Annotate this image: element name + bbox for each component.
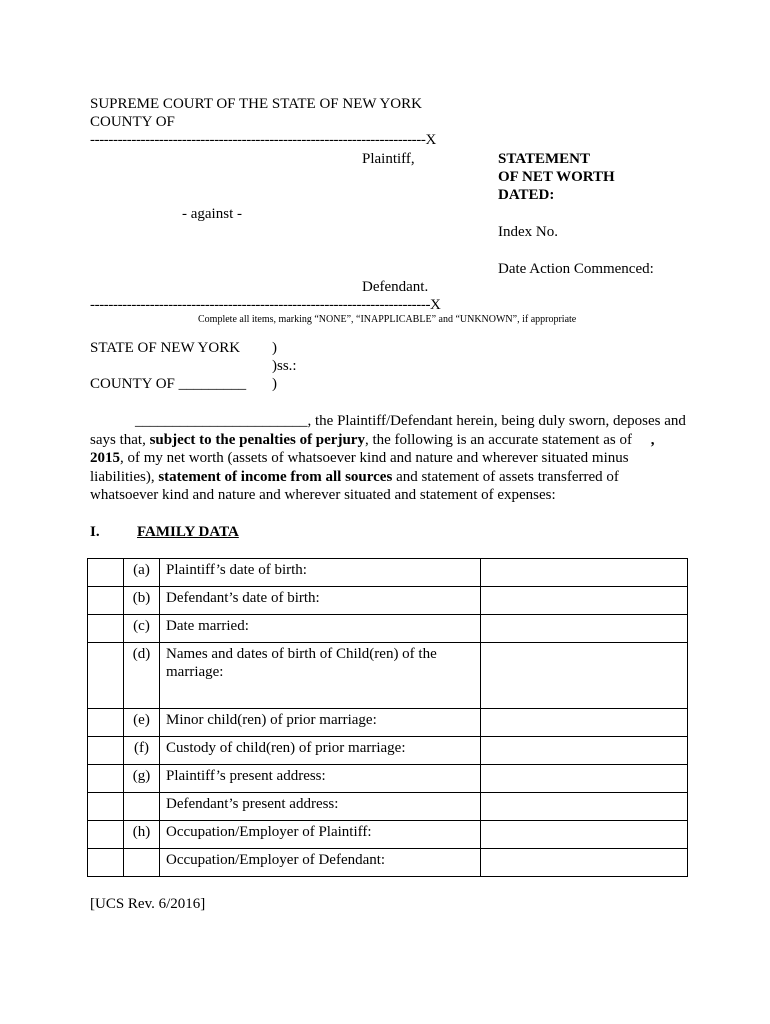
- venue-paren-2: ): [272, 376, 277, 392]
- doc-title-line2: OF NET WORTH: [498, 169, 615, 185]
- table-row: [88, 709, 688, 737]
- table-row: [88, 765, 688, 793]
- table-row: [88, 821, 688, 849]
- row-item-text: Defendant’s date of birth:: [160, 587, 481, 615]
- caption-separator-bottom: --------------------------------------------------------------------------X: [90, 297, 441, 313]
- row-answer-field[interactable]: [481, 821, 688, 849]
- row-margin-cell: [88, 821, 124, 849]
- row-item-text: Occupation/Employer of Defendant:: [160, 849, 481, 877]
- row-answer-field[interactable]: [481, 709, 688, 737]
- doc-title-line1: STATEMENT: [498, 151, 590, 167]
- against-label: - against -: [182, 206, 242, 222]
- doc-title-dated: DATED:: [498, 187, 555, 203]
- row-item-label: [124, 849, 160, 877]
- row-margin-cell: [88, 765, 124, 793]
- row-margin-cell: [88, 709, 124, 737]
- deponent-blank: _______________________: [135, 413, 308, 429]
- row-item-label: (c): [124, 615, 160, 643]
- row-item-text: Names and dates of birth of Child(ren) of the marriage:: [160, 643, 481, 709]
- table-row: [88, 559, 688, 587]
- row-item-text: Minor child(ren) of prior marriage:: [160, 709, 481, 737]
- row-answer-field[interactable]: [481, 849, 688, 877]
- instruction-note: Complete all items, marking “NONE”, “INAPPLICABLE” and “UNKNOWN”, if appropriate: [198, 314, 577, 325]
- table-row: [88, 587, 688, 615]
- county-line: COUNTY OF: [90, 114, 175, 130]
- row-answer-field[interactable]: [481, 615, 688, 643]
- row-margin-cell: [88, 559, 124, 587]
- row-margin-cell: [88, 793, 124, 821]
- row-item-label: (b): [124, 587, 160, 615]
- table-row: [88, 793, 688, 821]
- row-item-label: (g): [124, 765, 160, 793]
- row-item-text: Plaintiff’s present address:: [160, 765, 481, 793]
- table-row: [88, 737, 688, 765]
- affidavit-paragraph: _______________________, the Plaintiff/Defendant herein, being duly sworn, deposes and says that, subject to the penalties of perjury, the following is an accurate statement as of , 2015, of my net worth (assets of whatsoever kind and nature and wherever situated minus liabilities), statement of income from all sources and statement of assets transferred of whatsoever kind and nature and wherever situated and statement of expenses:: [90, 413, 686, 503]
- row-margin-cell: [88, 615, 124, 643]
- row-item-label: (e): [124, 709, 160, 737]
- form-revision: [UCS Rev. 6/2016]: [90, 896, 206, 912]
- court-name: SUPREME COURT OF THE STATE OF NEW YORK: [90, 96, 422, 112]
- row-answer-field[interactable]: [481, 587, 688, 615]
- row-item-label: (a): [124, 559, 160, 587]
- row-item-label: (d): [124, 643, 160, 709]
- section-title: FAMILY DATA: [137, 524, 239, 540]
- row-item-label: (f): [124, 737, 160, 765]
- family-data-table: [87, 558, 688, 877]
- row-margin-cell: [88, 643, 124, 709]
- row-item-text: Custody of child(ren) of prior marriage:: [160, 737, 481, 765]
- row-item-text: Defendant’s present address:: [160, 793, 481, 821]
- row-item-text: Occupation/Employer of Plaintiff:: [160, 821, 481, 849]
- row-answer-field[interactable]: [481, 765, 688, 793]
- caption-separator-top: -------------------------------------------------------------------------X: [90, 132, 436, 148]
- table-row: [88, 643, 688, 709]
- venue-ss: )ss.:: [272, 358, 297, 374]
- section-number: I.: [90, 524, 100, 540]
- venue-state: STATE OF NEW YORK: [90, 340, 241, 356]
- row-margin-cell: [88, 849, 124, 877]
- row-margin-cell: [88, 587, 124, 615]
- plaintiff-label: Plaintiff,: [362, 151, 415, 167]
- defendant-label: Defendant.: [362, 279, 429, 295]
- date-commenced-label: Date Action Commenced:: [498, 261, 654, 277]
- row-item-text: Date married:: [160, 615, 481, 643]
- statement-year: , 2015: [90, 431, 655, 466]
- row-answer-field[interactable]: [481, 559, 688, 587]
- table-row: [88, 615, 688, 643]
- perjury-clause: subject to the penalties of perjury: [149, 431, 365, 448]
- row-answer-field[interactable]: [481, 737, 688, 765]
- index-no-label: Index No.: [498, 224, 558, 240]
- row-answer-field[interactable]: [481, 643, 688, 709]
- table-row: [88, 849, 688, 877]
- row-item-label: (h): [124, 821, 160, 849]
- income-clause: statement of income from all sources: [158, 468, 393, 485]
- venue-county: COUNTY OF _________: [90, 376, 247, 392]
- venue-paren-1: ): [272, 340, 277, 356]
- row-item-label: [124, 793, 160, 821]
- row-answer-field[interactable]: [481, 793, 688, 821]
- row-item-text: Plaintiff’s date of birth:: [160, 559, 481, 587]
- row-margin-cell: [88, 737, 124, 765]
